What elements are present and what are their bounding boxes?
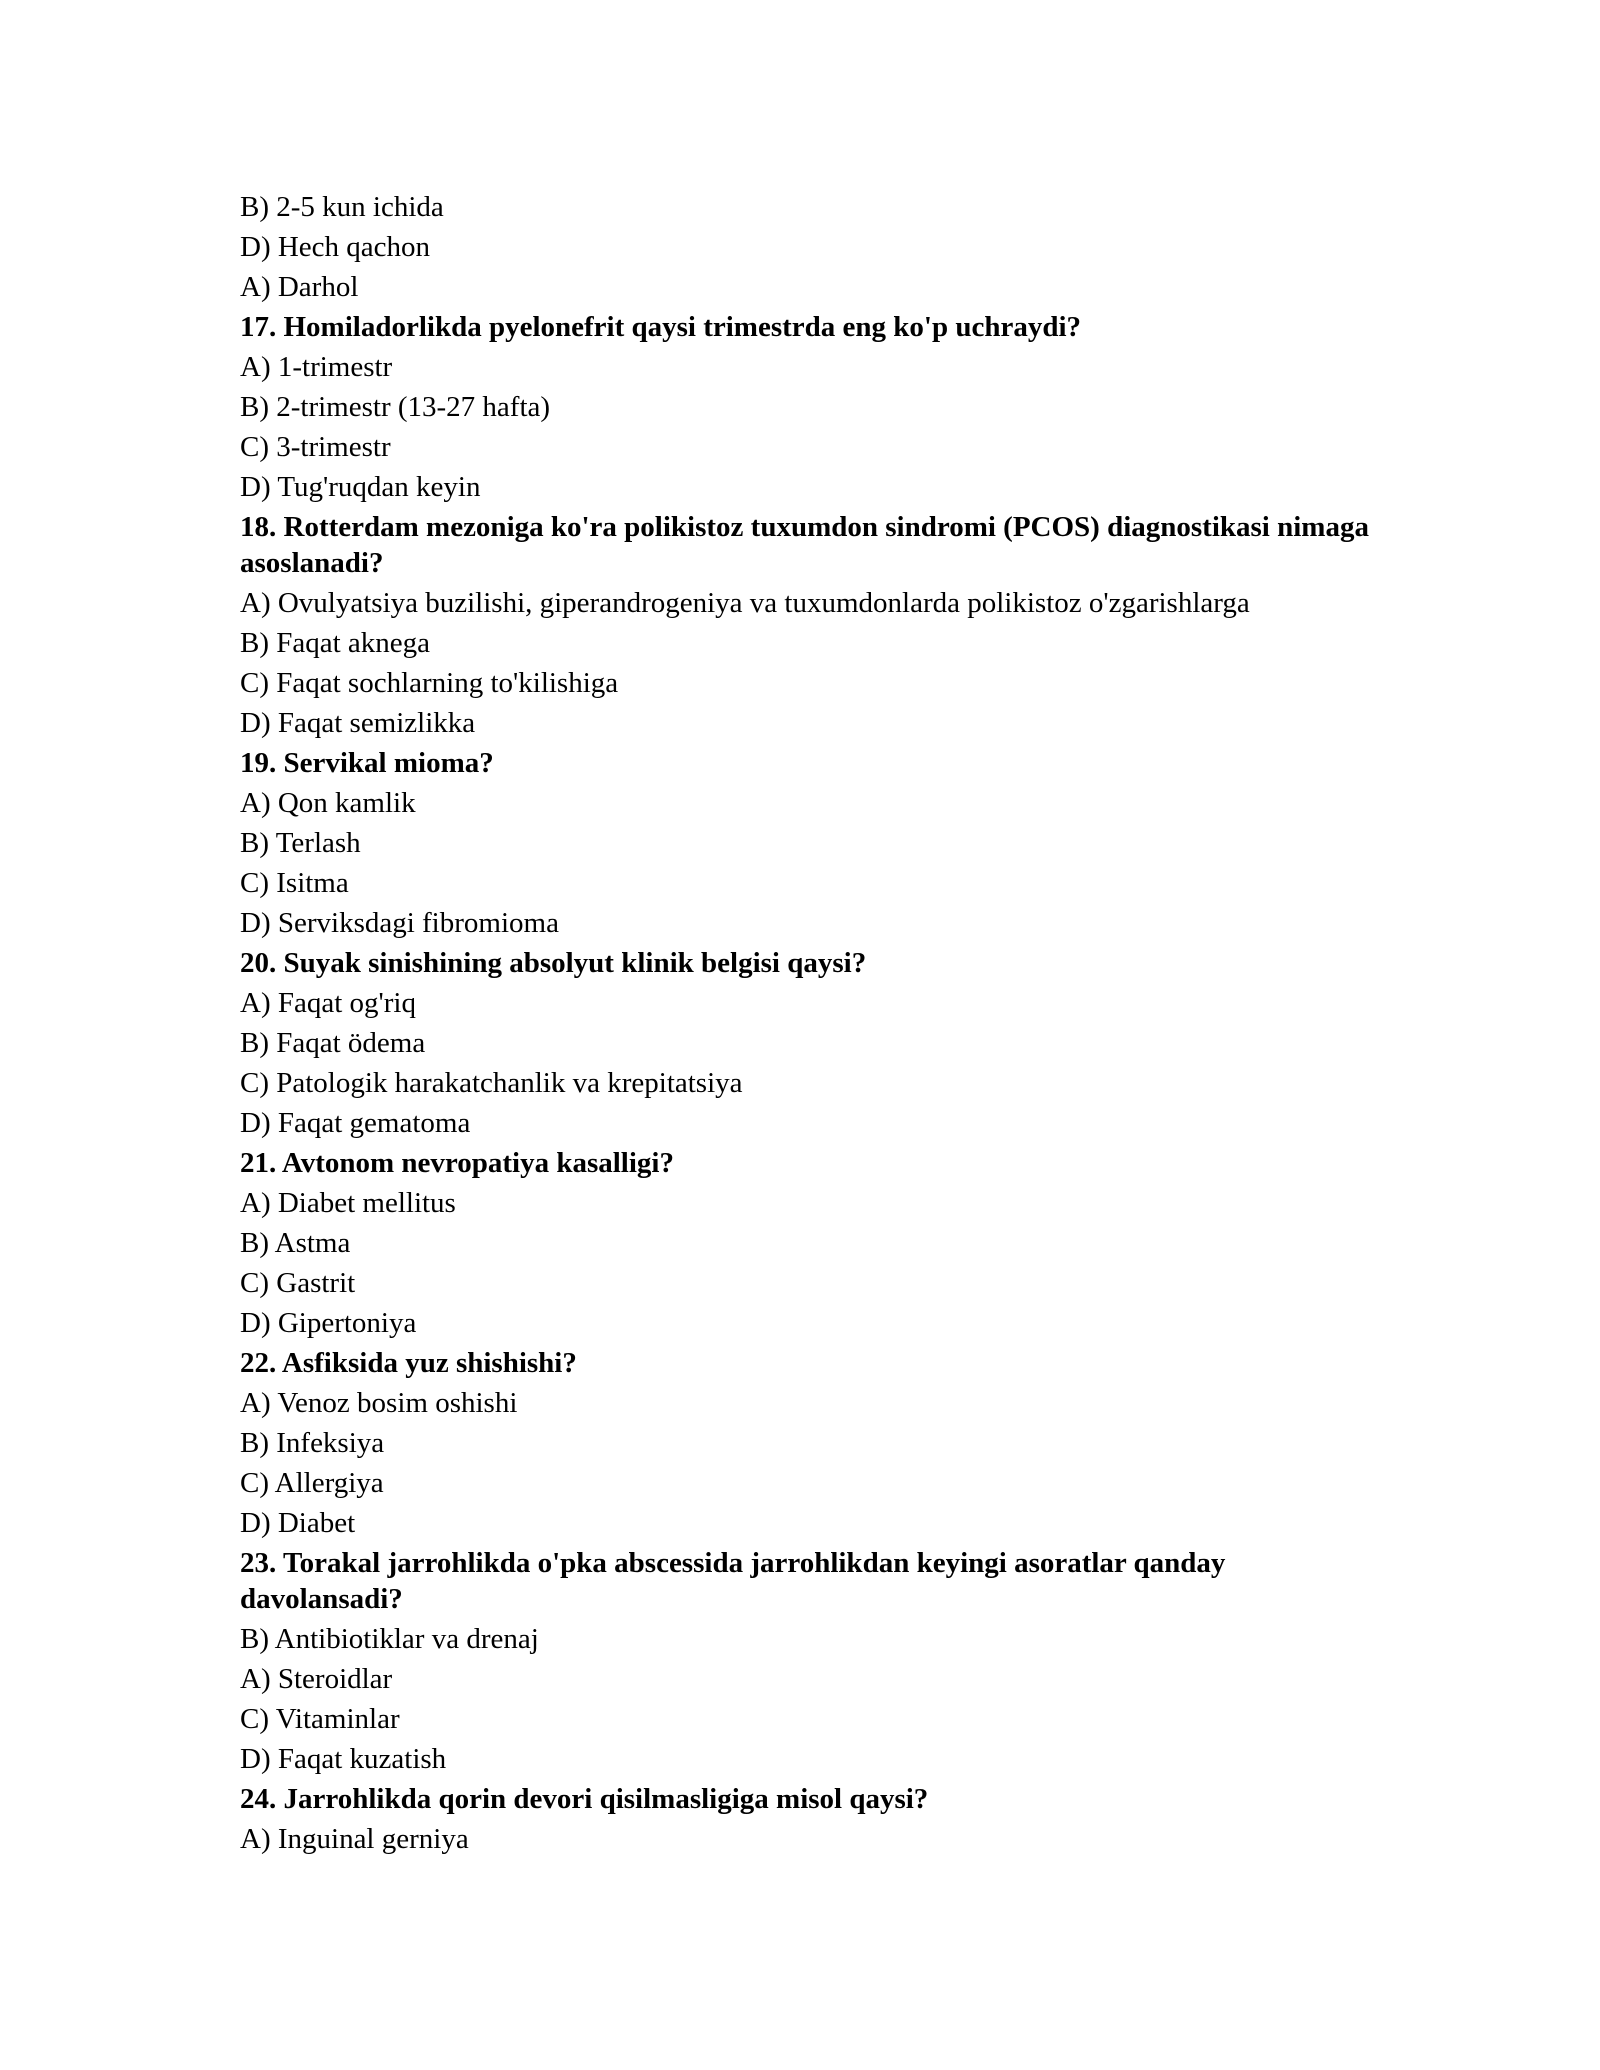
question-text: 21. Avtonom nevropatiya kasalligi? <box>240 1147 674 1179</box>
answer-option: A) Inguinal gerniya <box>240 1823 469 1855</box>
question-text: 19. Servikal mioma? <box>240 747 494 779</box>
answer-option: B) Antibiotiklar va drenaj <box>240 1623 539 1655</box>
answer-option: D) Faqat semizlikka <box>240 707 476 739</box>
answer-option: A) Qon kamlik <box>240 787 416 819</box>
question-text: 23. Torakal jarrohlikda o'pka abscessida jarrohlikdan keyingi asoratlar qanday davolansadi? <box>240 1547 1226 1615</box>
answer-option: D) Faqat gematoma <box>240 1107 471 1139</box>
document-page <box>240 187 1390 1859</box>
answer-option: C) Faqat sochlarning to'kilishiga <box>240 667 619 699</box>
question-text: 20. Suyak sinishining absolyut klinik belgisi qaysi? <box>240 947 867 979</box>
answer-option: C) Allergiya <box>240 1467 384 1499</box>
answer-option: A) Diabet mellitus <box>240 1187 456 1219</box>
answer-option: D) Tug'ruqdan keyin <box>240 471 481 503</box>
answer-option: B) Infeksiya <box>240 1427 385 1459</box>
answer-option: D) Serviksdagi fibromioma <box>240 907 559 939</box>
question-text: 18. Rotterdam mezoniga ko'ra polikistoz tuxumdon sindromi (PCOS) diagnostikasi nimaga asoslanadi? <box>240 511 1369 579</box>
answer-option: A) Steroidlar <box>240 1663 393 1695</box>
answer-option: A) Faqat og'riq <box>240 987 416 1019</box>
answer-option: C) Patologik harakatchanlik va krepitatsiya <box>240 1067 743 1099</box>
answer-option: A) 1-trimestr <box>240 351 393 383</box>
answer-option: B) Faqat aknega <box>240 627 431 659</box>
answer-option: D) Gipertoniya <box>240 1307 417 1339</box>
answer-option: C) Gastrit <box>240 1267 356 1299</box>
question-text: 17. Homiladorlikda pyelonefrit qaysi trimestrda eng ko'p uchraydi? <box>240 311 1082 343</box>
answer-option: D) Diabet <box>240 1507 356 1539</box>
answer-option: B) Faqat ödema <box>240 1027 426 1059</box>
answer-option: B) Terlash <box>240 827 361 859</box>
answer-option: C) Isitma <box>240 867 349 899</box>
answer-option: D) Hech qachon <box>240 231 431 263</box>
answer-option: B) 2-5 kun ichida <box>240 191 444 223</box>
answer-option: C) Vitaminlar <box>240 1703 400 1735</box>
answer-option: A) Ovulyatsiya buzilishi, giperandrogeniya va tuxumdonlarda polikistoz o'zgarishlarga <box>240 587 1250 619</box>
question-text: 22. Asfiksida yuz shishishi? <box>240 1347 577 1379</box>
answer-option: B) Astma <box>240 1227 351 1259</box>
answer-option: B) 2-trimestr (13-27 hafta) <box>240 391 551 423</box>
question-text: 24. Jarrohlikda qorin devori qisilmasligiga misol qaysi? <box>240 1783 929 1815</box>
answer-option: A) Darhol <box>240 271 359 303</box>
answer-option: C) 3-trimestr <box>240 431 391 463</box>
answer-option: A) Venoz bosim oshishi <box>240 1387 518 1419</box>
answer-option: D) Faqat kuzatish <box>240 1743 447 1775</box>
